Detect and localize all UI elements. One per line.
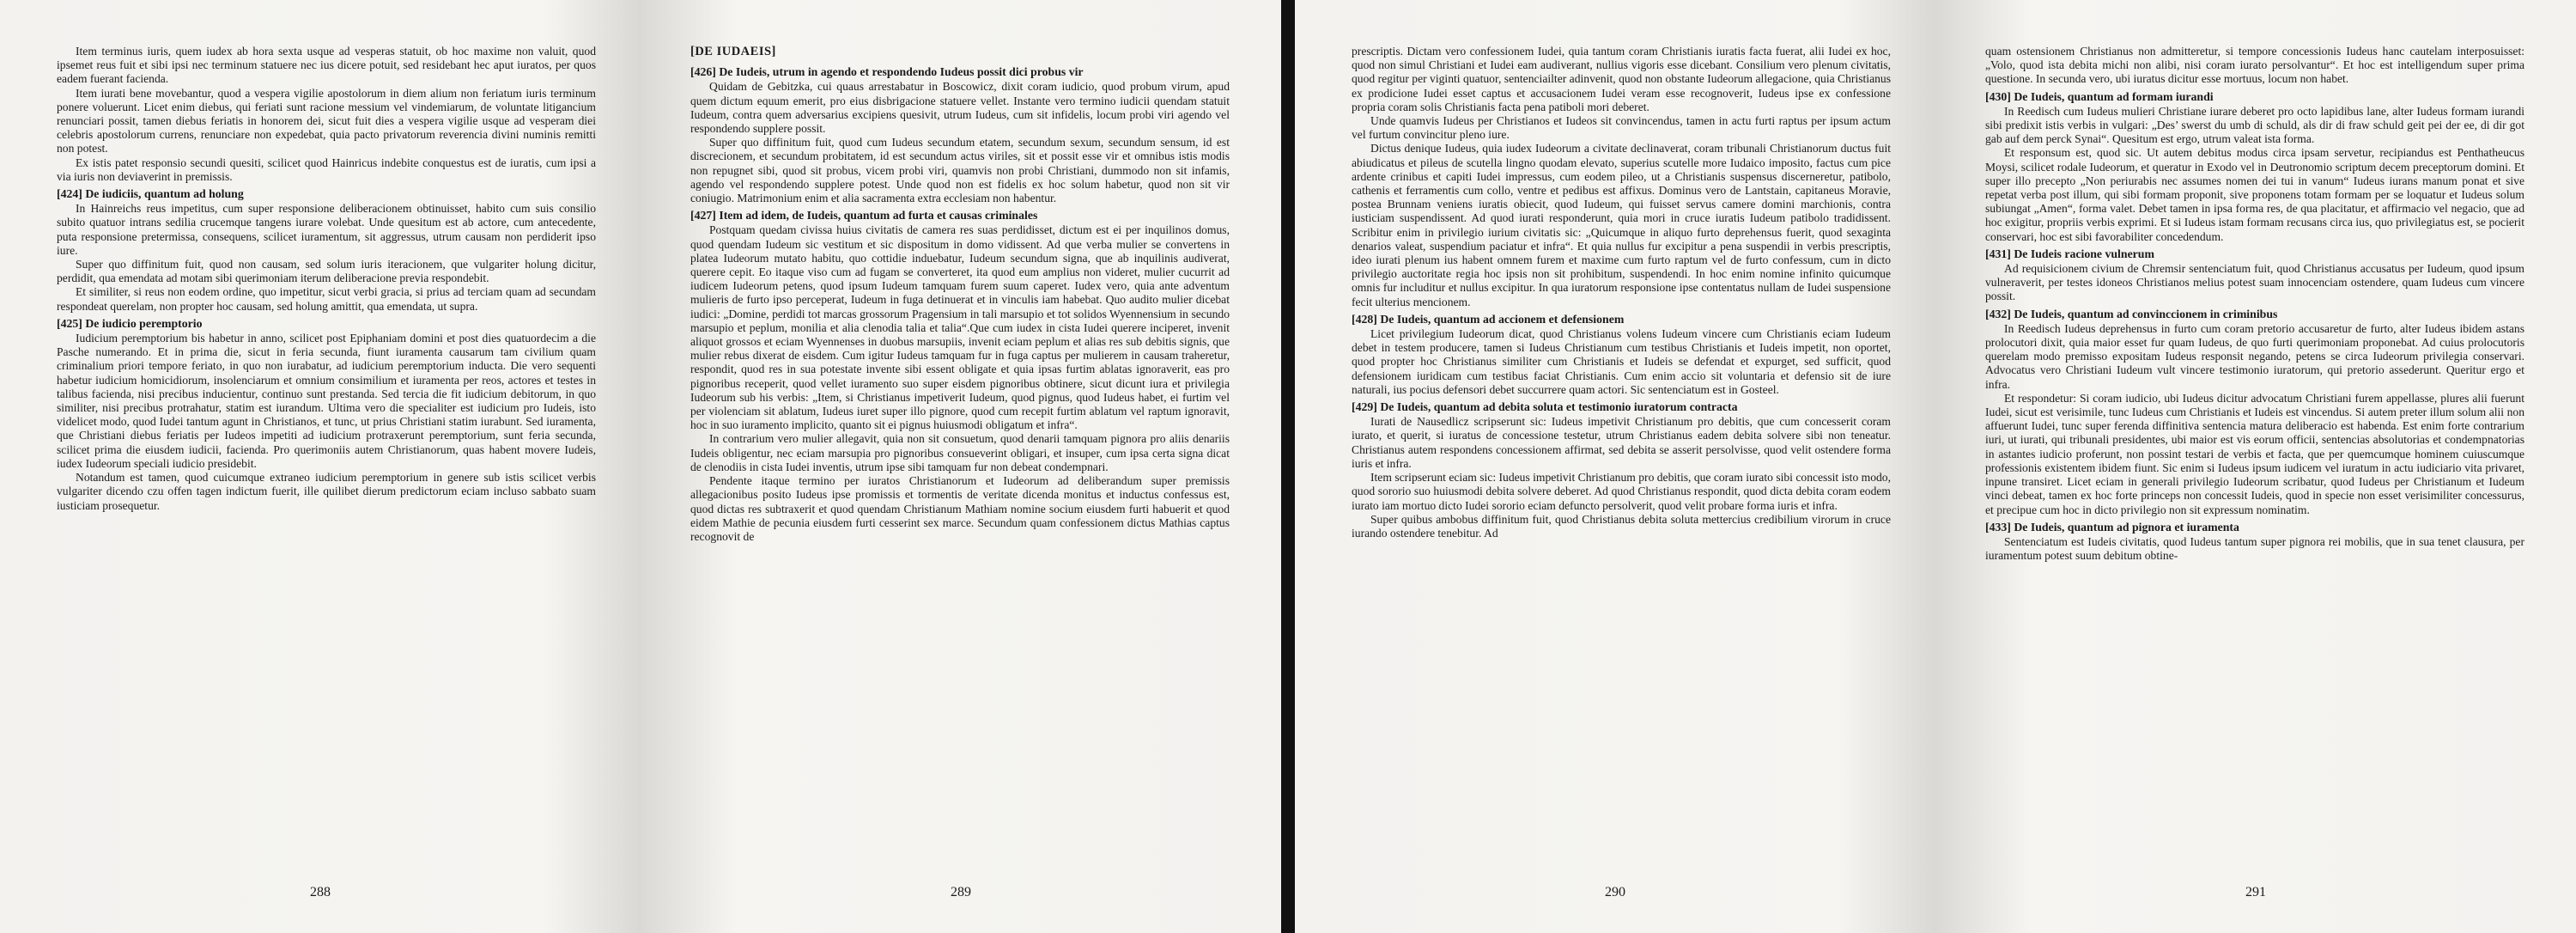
paragraph: Et similiter, si reus non eodem ordine, quo impetitur, sicut verbi gracia, si prius ad terciam quam ad secundam respondeat querelam, non propter hoc causam, sed holung amittit, qua emendata, ut supra. xyxy=(57,285,596,313)
paragraph: Notandum est tamen, quod cuicumque extraneo iudicium peremptorium in genere sub istis scilicet verbis vulgariter dicendo czu offen tagen indictum fuerit, ille quilibet dierum predictorum eciam incluso sabbato suam iusticiam prosequetur. xyxy=(57,471,596,512)
paragraph: In Reedisch Iudeus deprehensus in furto cum coram pretorio accusaretur de furto, alter Iudeus ibidem astans prolocutori dixit, quia maior esset fur quam Iudeus, de quo furti querimoniam proponebat. Ad cuius prolocutoris querelam modo premisso expositam Iudeus responsit negando, petens se circa Iudeorum privilegia conservari. Advocatus vero Christiani Iudeum vult vincere testimonio iuratorum, qui pretorio assederunt. Queritur ergo et infra. xyxy=(1985,321,2524,391)
paragraph: Item scripserunt eciam sic: Iudeus impetivit Christianum pro debitis, que coram iurato sibi concessit isto modo, quod sororio suo huiusmodi debita solvere deberet. Ad quod Christianus respondit, quod dicta debita coram eodem iurato iam mortuo dicto Iudei sororio eciam defuncto persolverit, quod velit probare forma iuris et infra. xyxy=(1352,471,1891,512)
page-number: 290 xyxy=(1605,885,1625,899)
paragraph: Super quo diffinitum fuit, quod non causam, sed solum iuris iteracionem, que vulgariter holung dicitur, perdidit, qua emendata ad motam sibi querimoniam iterum deliberacione previa respondebit. xyxy=(57,258,596,285)
page-text xyxy=(1352,45,1891,540)
chapter-heading: [425] De iudicio peremptorio xyxy=(57,316,203,330)
paragraph: Item iurati bene movebantur, quod a vespera vigilie apostolorum in diem alium non feriatum iuris terminum ponere voluerunt. Licet enim diebus, qui feriati sunt racione messium vel vindemiarum, de voluntate litigancium renunciari possit, tamen diebus feriatis in honorem dei, sicut fuit dies a vespera vigilie usque ad vesperam diei celebris apostolorum currens, renunciare non expedebat, quia pacto privatorum reverencia divini numinis remitti non potest. xyxy=(57,86,596,156)
chapter-heading: [431] De Iudeis racione vulnerum xyxy=(1985,247,2154,260)
page-number: 289 xyxy=(951,885,971,899)
paragraph: Item terminus iuris, quem iudex ab hora sexta usque ad vesperas statuit, ob hoc maxime non valuit, quod ipsemet reus fuit et sibi ipsi nec terminum statuere nec ius dicere potuit, sed residebant hec aput iuratos, per quos eadem fuerant facienda. xyxy=(57,45,596,86)
book-gutter xyxy=(1281,0,1295,933)
page-text xyxy=(57,45,596,513)
chapter-heading: [433] De Iudeis, quantum ad pignora et iuramenta xyxy=(1985,520,2239,534)
chapter-heading: [428] De Iudeis, quantum ad accionem et defensionem xyxy=(1352,312,1625,326)
paragraph: Super quibus ambobus diffinitum fuit, quod Christianus debita soluta mettercius credibilium virorum in cruce iurando ostendere tenebitur. Ad xyxy=(1352,512,1891,540)
chapter-heading: [432] De Iudeis, quantum ad convinccionem in criminibus xyxy=(1985,307,2278,320)
page-291 xyxy=(1935,0,2576,933)
page-288 xyxy=(0,0,641,933)
paragraph: Unde quamvis Iudeus per Christianos et Iudeos sit convincendus, tamen in actu furti raptus per ipsum actum vel furtum convincitur pleno iure. xyxy=(1352,114,1891,142)
page-number: 288 xyxy=(310,885,331,899)
paragraph: Quidam de Gebitzka, cui quaus arrestabatur in Boscowicz, dixit coram iudicio, quod probum virum, apud quem dictum equum emerit, pro eius disbrigacione statuere vellet. Instante vero termino iudicii quendam statuit Iudeum, contra quem adversarius excipiens quesivit, utrum Iudeus, cum sit infidelis, locum probi viri agendo vel respondendo supplere possit. xyxy=(690,80,1230,136)
paragraph: Et responsum est, quod sic. Ut autem debitus modus circa ipsam servetur, recipiandus est Penthatheucus Moysi, scilicet rodale Iudeorum, et queratur in Exodo vel in Deutronomio scriptum decem preceptorum domini. Et super illo precepto „Non periurabis nec assumes nomen dei tui in vanum“ Iudeus iurans manum ponat et sive repetat verba post illum, qui sibi formam proponit, sive proponens totam formam per se loquatur et Iudeus solum subiungat „Amen“, forma valet. Debet tamen in ipsa forma res, de qua placitatur, et affirmacio vel negacio, que ad hoc exigitur, propriis verbis exprimi. Et si Iudeus istam formam recusans circa ius, quo privilegiatus est, se pocierit conservari, hoc est sibi favorabiliter concedendum. xyxy=(1985,146,2524,243)
paragraph: Iurati de Nausedlicz scripserunt sic: Iudeus impetivit Christianum pro debitis, que cum concesserit coram iurato, et querit, si iuratus de concessione testetur, utrum Christianus eadem debita solvere sibi non teneatur. Christianus autem respondens concessionem affirmat, sed debita se asserit persolvisse, quod velit ostendere forma iuris et infra. xyxy=(1352,415,1891,470)
paragraph: Et respondetur: Si coram iudicio, ubi Iudeus dicitur advocatum Christiani furem appellasse, plures alii fuerunt Iudei, sicut est verisimile, tunc Iudeus cum Christianis et Iudeis est vincendus. Si autem preter illum solum alii non affuerunt Iudei, tunc super ferenda diffinitiva sentencia matura deliberacio est habenda. Est enim forte contrarium iuri, ut iurati, qui tribunali presidentes, ubi maior est vis eorum officii, sentencias absolutorias et condempnatorias in astantes iudicio proferunt, non possint testari de verbis et facta, que per quemcumque hominem cuiuscumque professionis existentem ibidem fiunt. Sic enim si Iudeus ipsum iudicem vel iuratum in actu iudiciario vita privaret, inpune transiret. Licet eciam in generali privilegio Iudeorum scribatur, quod Iudeus per Christianum et Iudeum vinci debeat, tamen ex hoc forte princeps non concessit Iudeis, quod in specie non esset verisimiliter concessurus, et precipue cum hoc in dicto privilegio non sit expressum nominatim. xyxy=(1985,391,2524,516)
paragraph: In contrarium vero mulier allegavit, quia non sit consuetum, quod denarii tamquam pignora pro aliis denariis Iudeis obligentur, nec eciam marsupia pro pignoribus consueverint obligari, et insuper, cum ipsa certa signa dicat de clenodiis in cista Iudei inventis, utrum ipse sibi tamquam fur non debeat condempnari. xyxy=(690,432,1230,473)
page-text xyxy=(690,45,1230,544)
paragraph: Postquam quedam civissa huius civitatis de camera res suas perdidisset, dictum est ei per inquilinos domus, quod quendam Iudeum sic vestitum et sic dispositum in domo vidissent. Ad que verba mulier se convertens in platea Iudeorum mutato habitu, quo cottidie induebatur, Iudeum secundum signa, que ab inquilinis audiverat, querere cepit. Eo itaque viso cum ad fugam se converteret, ita quod eum amplius non videret, mulier cucurrit ad iudicem Iudeorum petens, quod ipsum Iudeum tamquam furem suum caperet. Iudex vero, quia ante adventum mulieris de furto ipso perceperat, Iudeum in fuga detinuerat et in vinculis iam habebat. Quo audito mulier dicebat iudici: „Domine, perdidi tot marcas grossorum Pragensium in tali marsupio et tot solidos Wyennensium in secundo marsupio et peplum, monilia et alia clenodia talia et talia“.Que cum iudex in cista Iudei querere inciperet, invenit aliquot grossos et eciam Wyennenses in duobus marsupiis, invenit eciam peplum et alias res sub debitis signis, que mulier rebus dixerat de eisdem. Cum igitur Iudeus tamquam fur in fuga captus per mulierem in causam traheretur, respondit, quod res in sua potestate invente sibi essent obligate et quia ipsas furtim ablatas ignoraverit, eas pro pignoribus receperit, quod vellet iuramento suo super eisdem pignoribus obtinere, sicut dicunt iura et privilegia Iudeorum sub his verbis: „Item, si Christianus impetiverit Iudeum, quod pignus, quod Iudeus habet, ei furtim vel per violenciam sit ablatum, Iudeus iuret super illo pignore, quod cum recepit furtim ablatum vel raptum ignoravit, hoc in suo iuramento implicito, quanto sit ei pignus huiusmodi obligatum et infra“. xyxy=(690,223,1230,432)
paragraph: Super quo diffinitum fuit, quod cum Iudeus secundum etatem, secundum sexum, secundum sensum, id est discrecionem, et secundum probitatem, id est secundum actus viriles, sit et possit esse vir et omnibus istis modis non repugnet sibi, quod sit probus, vicem probi viri, quamvis non probi Christiani, dummodo non sit infamis, agendo vel respondendo supplere potest. Unde quod non est fidelis ex hoc solum habetur, quod non sit vir coniugio. Matrimonium enim et alia sacramenta extra ecclesiam non habentur. xyxy=(690,136,1230,205)
paragraph: In Hainreichs reus impetitus, cum super responsione deliberacionem obtinuisset, habito cum suis consilio subito quatuor intrans sedilia crucemque tangens iurare volebat. Unde quesitum est ab actore, cum antecedente, puta responsione pretermissa, consequens, scilicet iuramentum, sit aggressus, utrum causam non perdiderit ipso iure. xyxy=(57,202,596,257)
chapter-heading: [429] De Iudeis, quantum ad debita soluta et testimonio iuratorum contracta xyxy=(1352,400,1738,414)
page-290 xyxy=(1295,0,1935,933)
paragraph: prescriptis. Dictam vero confessionem Iudei, quia tantum coram Christianis iuratis facta fuerat, alii Iudei ex hoc, quod non simul Christiani et Iudei eam audiverant, nullius vigoris esse dicebant. Consilium vero plenum civitatis, quod regitur per viginti quatuor, sentenciailter adinvenit, quod non obstante Iudeorum allegacione, quia Christianus ex prodicione Iudei esset captus et accusacionem Iudei veram esse recognoverit, Iudeus ipse ex confessione propria coram solis Christianis facta pena patiboli mori deberet. xyxy=(1352,45,1891,113)
paragraph: Licet privilegium Iudeorum dicat, quod Christianus volens Iudeum vincere cum Christianis eciam Iudeum debet in testem producere, tamen si Iudeus Christianum cum testibus Christianis et Iudeis impetit, non oportet, quod propter hoc Christianus similiter cum Christianis et Iudeis se defendat et expurget, sed sufficit, quod defensionem iuridicam cum testibus faciat Christianis. Cum enim accio sit voluntaria et defensio sit de iure naturali, ius pocius defensori debet succurrere quam actori. Sic sentenciatum est in Gosteel. xyxy=(1352,327,1891,396)
page-289 xyxy=(641,0,1281,933)
chapter-heading: [426] De Iudeis, utrum in agendo et respondendo Iudeus possit dici probus vir xyxy=(690,65,1084,79)
chapter-heading: [424] De iudiciis, quantum ad holung xyxy=(57,187,244,201)
chapter-heading: [430] De Iudeis, quantum ad formam iurandi xyxy=(1985,89,2214,103)
paragraph: Ad requisicionem civium de Chremsir sentenciatum fuit, quod Christianus accusatus per Iudeum, quod ipsum vulneraverit, per testes idoneos Christianos melius potest suam innocenciam ostendere, quam Iudeus cum vincere possit. xyxy=(1985,262,2524,303)
paragraph: Iudicium peremptorium bis habetur in anno, scilicet post Epiphaniam domini et post dies quatuordecim a die Pasche numerando. Et in prima die, sicut in feria secunda, fiunt iuramenta causarum tam civilium quam criminalium priori tempore feriato, in quo non iurabatur, ad iudicium peremptorium inducta. Die vero sequenti habetur iudicium homicidiorum, insolenciarum et omnium consimilium et iuramenta per reos, actores et testes in talibus facienda, nisi precibus inducientur, continuo sunt prestanda. Sed tercia die fit iudicium debitorum, in quo similiter, nisi precibus protrahatur, statim est iurandum. Ultima vero die specialiter est iudicium pro Iudeis, isto videlicet modo, quod Iudei tantum agunt in Christianos, et tunc, ut prius Christiani statim iurabunt. Sed iuramenta, que Christiani diebus feriatis per Iudeos impetiti ad iudicium protraxerunt peremptorium, sunt feria secunda, scilicet prima die eiusdem iudicii, facienda. Pro querimoniis autem Christianorum, quas habent movere Iudeis, iudex Iudeorum speciali iudicio presidebit. xyxy=(57,332,596,470)
paragraph: quam ostensionem Christianus non admitteretur, si tempore concessionis Iudeus hanc cautelam interposuisset: „Volo, quod ista debita michi non alibi, nisi coram iurato persolvantur“. Et hoc est intelligendum super prima questione. In secunda vero, ubi iuratus dicitur esse mortuus, locum non habet. xyxy=(1985,45,2524,86)
left-spread xyxy=(0,0,1281,933)
paragraph: Ex istis patet responsio secundi quesiti, scilicet quod Hainricus indebite conquestus est de iuratis, cum ipsi a via iuris non deviaverint in premissis. xyxy=(57,156,596,183)
chapter-heading: [427] Item ad idem, de Iudeis, quantum ad furta et causas criminales xyxy=(690,209,1038,223)
page-number: 291 xyxy=(2245,885,2266,899)
paragraph: Dictus denique Iudeus, quia iudex Iudeorum a civitate declinaverat, coram tribunali Christianorum ductus fuit abiudicatus et pileus de scutella lingno quodam elevato, superius scutelle more Iudaico imposito, factus cum pice ardente crinibus et capiti Iudei impressus, cum eodem pileo, ut a Christianis suspensus discerneretur, patibolo, cathenis et ferramentis cum collo, ventre et pedibus est affixus. Dominus vero de Lantstain, capitaneus Moravie, postea Brunnam veniens iuratis obiecit, quod Iudeum, qui fuisset servus camere domini marchionis, contra iusticiam suspendissent. Ad quod iurati responderunt, quia mori in cruce iuratis Iudeum patibolo tradidissent. Scribitur enim in privilegio iurium civitatis sic: „Quicumque in aliquo furto deprehensus fuerit, quod sexaginta denarios valeat, suspendium paciatur et infra“. Et quia nullus fur excipitur a pena suspendii in verbis prescriptis, ideo iurati plenum ius habent omnem furem et maxime cum furto raptum vel de furto confessum, cum in dicto privilegio auctoritate regia hoc ipsis non sit prohibitum, suspendendi. In hoc enim nomine infinito quicumque omnis fur includitur et nullus excipitur. In qua iuratorum responsione ipse contentatus nullam de Iudei suspensione fecit ulterius mencionem. xyxy=(1352,142,1891,308)
paragraph: Pendente itaque termino per iuratos Christianorum et Iudeorum ad deliberandum super premissis allegacionibus posito Iudeus ipse promissis et tormentis de veritate dicenda monitus et inductus confessus est, quod dictas res subtraxerit et quod quendam Christianum Mathiam nomine socium eiusdem furti habuerit et quod eidem Mathie de pecunia eiusdem furti cesserint sex marce. Secundum quam confessionem dictus Mathias captus recognovit de xyxy=(690,474,1230,543)
right-spread xyxy=(1295,0,2576,933)
page-text xyxy=(1985,45,2524,563)
paragraph: In Reedisch cum Iudeus mulieri Christiane iurare deberet pro octo lapidibus lane, alter Iudeus formam iurandi sibi predixit istis verbis in vulgari: „Des’ swerst du umb di schuld, als dir di fraw schuld geit pei der ee, di dir got gab auf dem perck Synai“. Quesitum est ergo, utrum valeat ista forma. xyxy=(1985,104,2524,146)
paragraph: Sentenciatum est Iudeis civitatis, quod Iudeus tantum super pignora rei mobilis, que in sua tenet clausura, per iuramentum potest suum debitum obtine- xyxy=(1985,534,2524,563)
section-heading: [DE IUDAEIS] xyxy=(690,45,776,58)
